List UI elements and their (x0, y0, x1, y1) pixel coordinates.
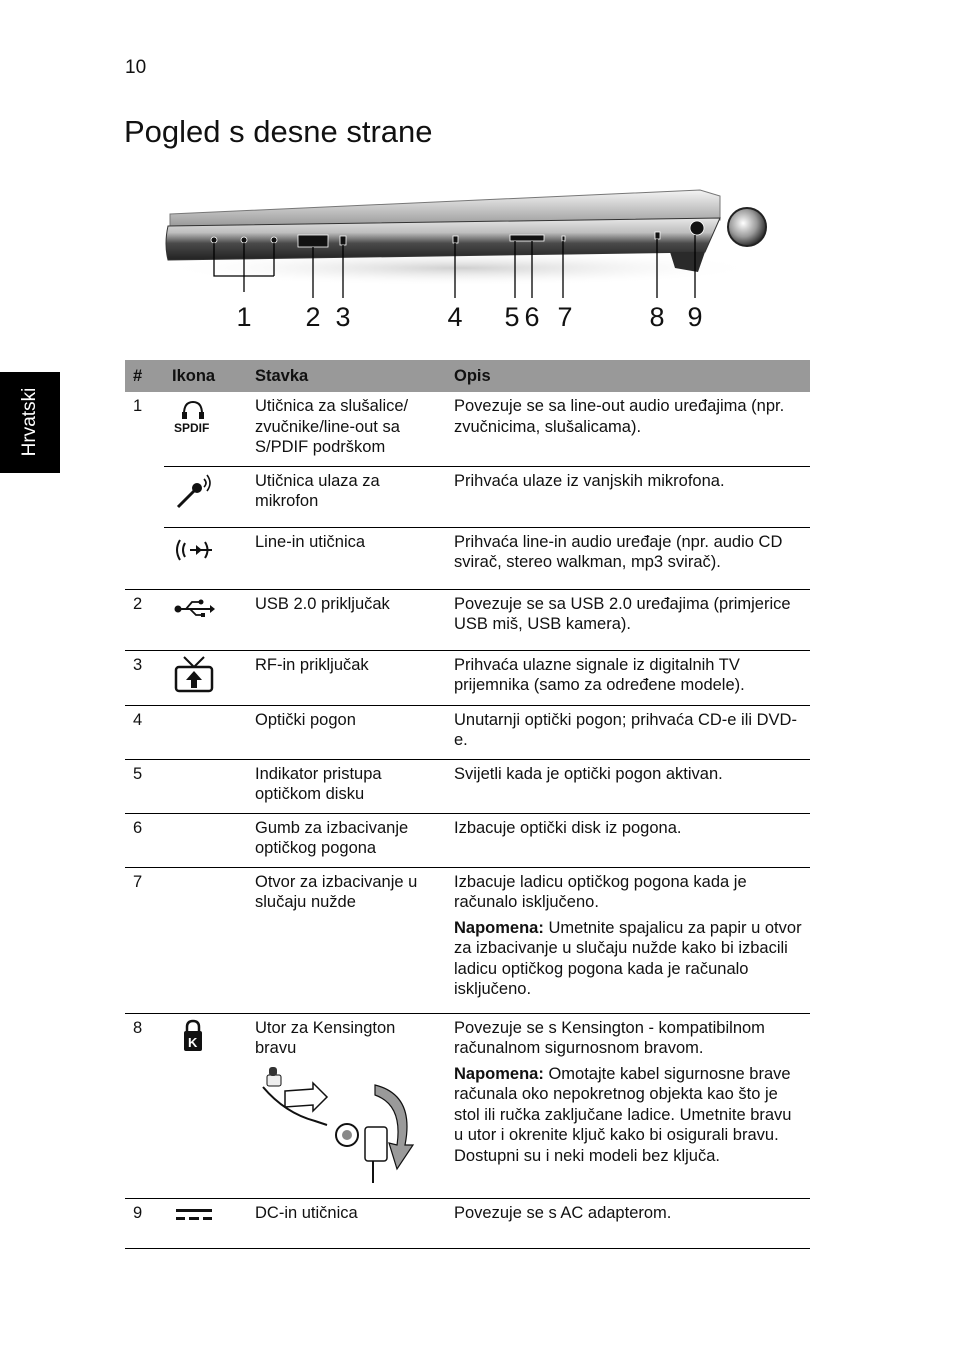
row-item-label: Utor za Kensington bravu (255, 1018, 396, 1057)
note-label: Napomena: (454, 1064, 544, 1083)
callout-label-4: 4 (447, 302, 463, 332)
header-item: Stavka (247, 360, 446, 392)
row-icon-empty (164, 867, 247, 1013)
row-desc-text: Izbacuje ladicu optičkog pogona kada je računalo isključeno. (454, 872, 747, 911)
row-desc: Prihvaća line-in audio uređaje (npr. audio CD svirač, stereo walkman, mp3 svirač). (446, 527, 810, 589)
header-icon: Ikona (164, 360, 247, 392)
row-icon-empty (164, 705, 247, 759)
port-optical-drive (453, 236, 458, 243)
laptop-hinge (728, 208, 766, 246)
emergency-eject-hole (562, 236, 565, 241)
table-row (125, 813, 810, 867)
row-item: RF-in priključak (247, 650, 446, 705)
kensington-lock-illustration (255, 1065, 425, 1187)
row-item: Line-in utičnica (247, 527, 446, 589)
row-desc: Povezuje se sa line-out audio uređajima (npr. zvučnicima, slušalicama). (446, 392, 810, 466)
note-text: Omotajte kabel sigurnosne brave računala oko nepokretnog objekta kao što je stol ili ručka zaključane ladice. Umetnite bravu u utor i okrenite ključ kako bi osigurali bravu. Dostupni su i neki modeli bez ključa. (454, 1064, 792, 1165)
row-num: 5 (125, 759, 164, 813)
table-row (125, 392, 810, 466)
table-header-row (125, 360, 810, 392)
row-item: DC-in utičnica (247, 1198, 446, 1248)
port-dc-in (690, 221, 704, 235)
callout-label-6: 6 (524, 302, 540, 332)
row-desc: Unutarnji optički pogon; prihvaća CD-e ili DVD-e. (446, 705, 810, 759)
row-note (454, 1064, 802, 1167)
callout-label-8: 8 (649, 302, 665, 332)
row-item: Gumb za izbacivanje optičkog pogona (247, 813, 446, 867)
table-row (125, 466, 810, 527)
row-desc: Povezuje se sa USB 2.0 uređajima (primjerice USB miš, USB kamera). (446, 589, 810, 650)
note-label: Napomena: (454, 918, 544, 937)
row-desc: Prihvaća ulaze iz vanjskih mikrofona. (446, 466, 810, 527)
table-row (125, 1198, 810, 1248)
row-icon-empty (164, 759, 247, 813)
row-num: 2 (125, 589, 164, 650)
language-side-tab (0, 372, 60, 473)
ports-table (125, 360, 810, 1249)
port-usb (298, 235, 328, 247)
table-row (125, 759, 810, 813)
page-title: Pogled s desne strane (124, 114, 433, 149)
table-row (125, 867, 810, 1013)
callout-labels (236, 302, 702, 332)
kensington-lock-icon (164, 1013, 247, 1198)
table-row (125, 589, 810, 650)
rf-in-icon (164, 650, 247, 705)
callout-label-2: 2 (305, 302, 321, 332)
row-item: Utičnica za slušalice/ zvučnike/line-out sa S/PDIF podrškom (247, 392, 446, 466)
port-rf-in (340, 236, 346, 245)
callout-label-1: 1 (236, 302, 252, 332)
row-num (125, 527, 164, 589)
microphone-icon (164, 466, 247, 527)
svg-text:K: K (188, 1034, 198, 1050)
table-row (125, 527, 810, 589)
port-microphone (241, 237, 247, 243)
svg-text:SPDIF: SPDIF (174, 421, 210, 435)
laptop-right-side-illustration (160, 180, 780, 340)
row-num: 7 (125, 867, 164, 1013)
page-number: 10 (125, 57, 147, 78)
row-num: 9 (125, 1198, 164, 1248)
table-row (125, 705, 810, 759)
dc-in-icon (164, 1198, 247, 1248)
row-num: 1 (133, 397, 143, 415)
port-headphone (211, 237, 217, 243)
row-num: 6 (125, 813, 164, 867)
row-desc: Izbacuje optički disk iz pogona. (446, 813, 810, 867)
line-in-icon (164, 527, 247, 589)
callout-label-7: 7 (557, 302, 573, 332)
header-num: # (125, 360, 164, 392)
row-desc: Svijetli kada je optički pogon aktivan. (446, 759, 810, 813)
row-desc: Prihvaća ulazne signale iz digitalnih TV prijemnika (samo za određene modele). (446, 650, 810, 705)
callout-label-3: 3 (335, 302, 351, 332)
row-desc-text: Povezuje se s Kensington - kompatibilnom računalnom sigurnosnom bravom. (454, 1018, 765, 1057)
optical-drive-led-eject (510, 235, 544, 241)
row-item: Indikator pristupa optičkom disku (247, 759, 446, 813)
callout-label-9: 9 (687, 302, 703, 332)
note-text: Umetnite spajalicu za papir u otvor za izbacivanje u slučaju nužde kako bi izbacili ladicu optičkog pogona kada je računalo isključeno. (454, 918, 802, 998)
row-desc: Povezuje se s AC adapterom. (446, 1198, 810, 1248)
row-item: Otvor za izbacivanje u slučaju nužde (247, 867, 446, 1013)
row-num: 4 (125, 705, 164, 759)
row-item (247, 1013, 446, 1198)
language-side-tab-label: Hrvatski (19, 387, 40, 457)
port-kensington (655, 232, 660, 239)
port-line-in (271, 237, 277, 243)
row-num: 8 (125, 1013, 164, 1198)
headphone-spdif-icon (164, 392, 247, 466)
row-num: 3 (125, 650, 164, 705)
table-row (125, 1013, 810, 1198)
row-desc (446, 867, 810, 1013)
header-desc: Opis (446, 360, 810, 392)
row-item: Optički pogon (247, 705, 446, 759)
row-item: Utičnica ulaza za mikrofon (247, 466, 446, 527)
row-note (454, 918, 802, 1000)
row-desc (446, 1013, 810, 1198)
usb-icon (164, 589, 247, 650)
row-icon-empty (164, 813, 247, 867)
row-num (125, 466, 164, 527)
row-item: USB 2.0 priključak (247, 589, 446, 650)
callout-label-5: 5 (504, 302, 520, 332)
table-row (125, 650, 810, 705)
